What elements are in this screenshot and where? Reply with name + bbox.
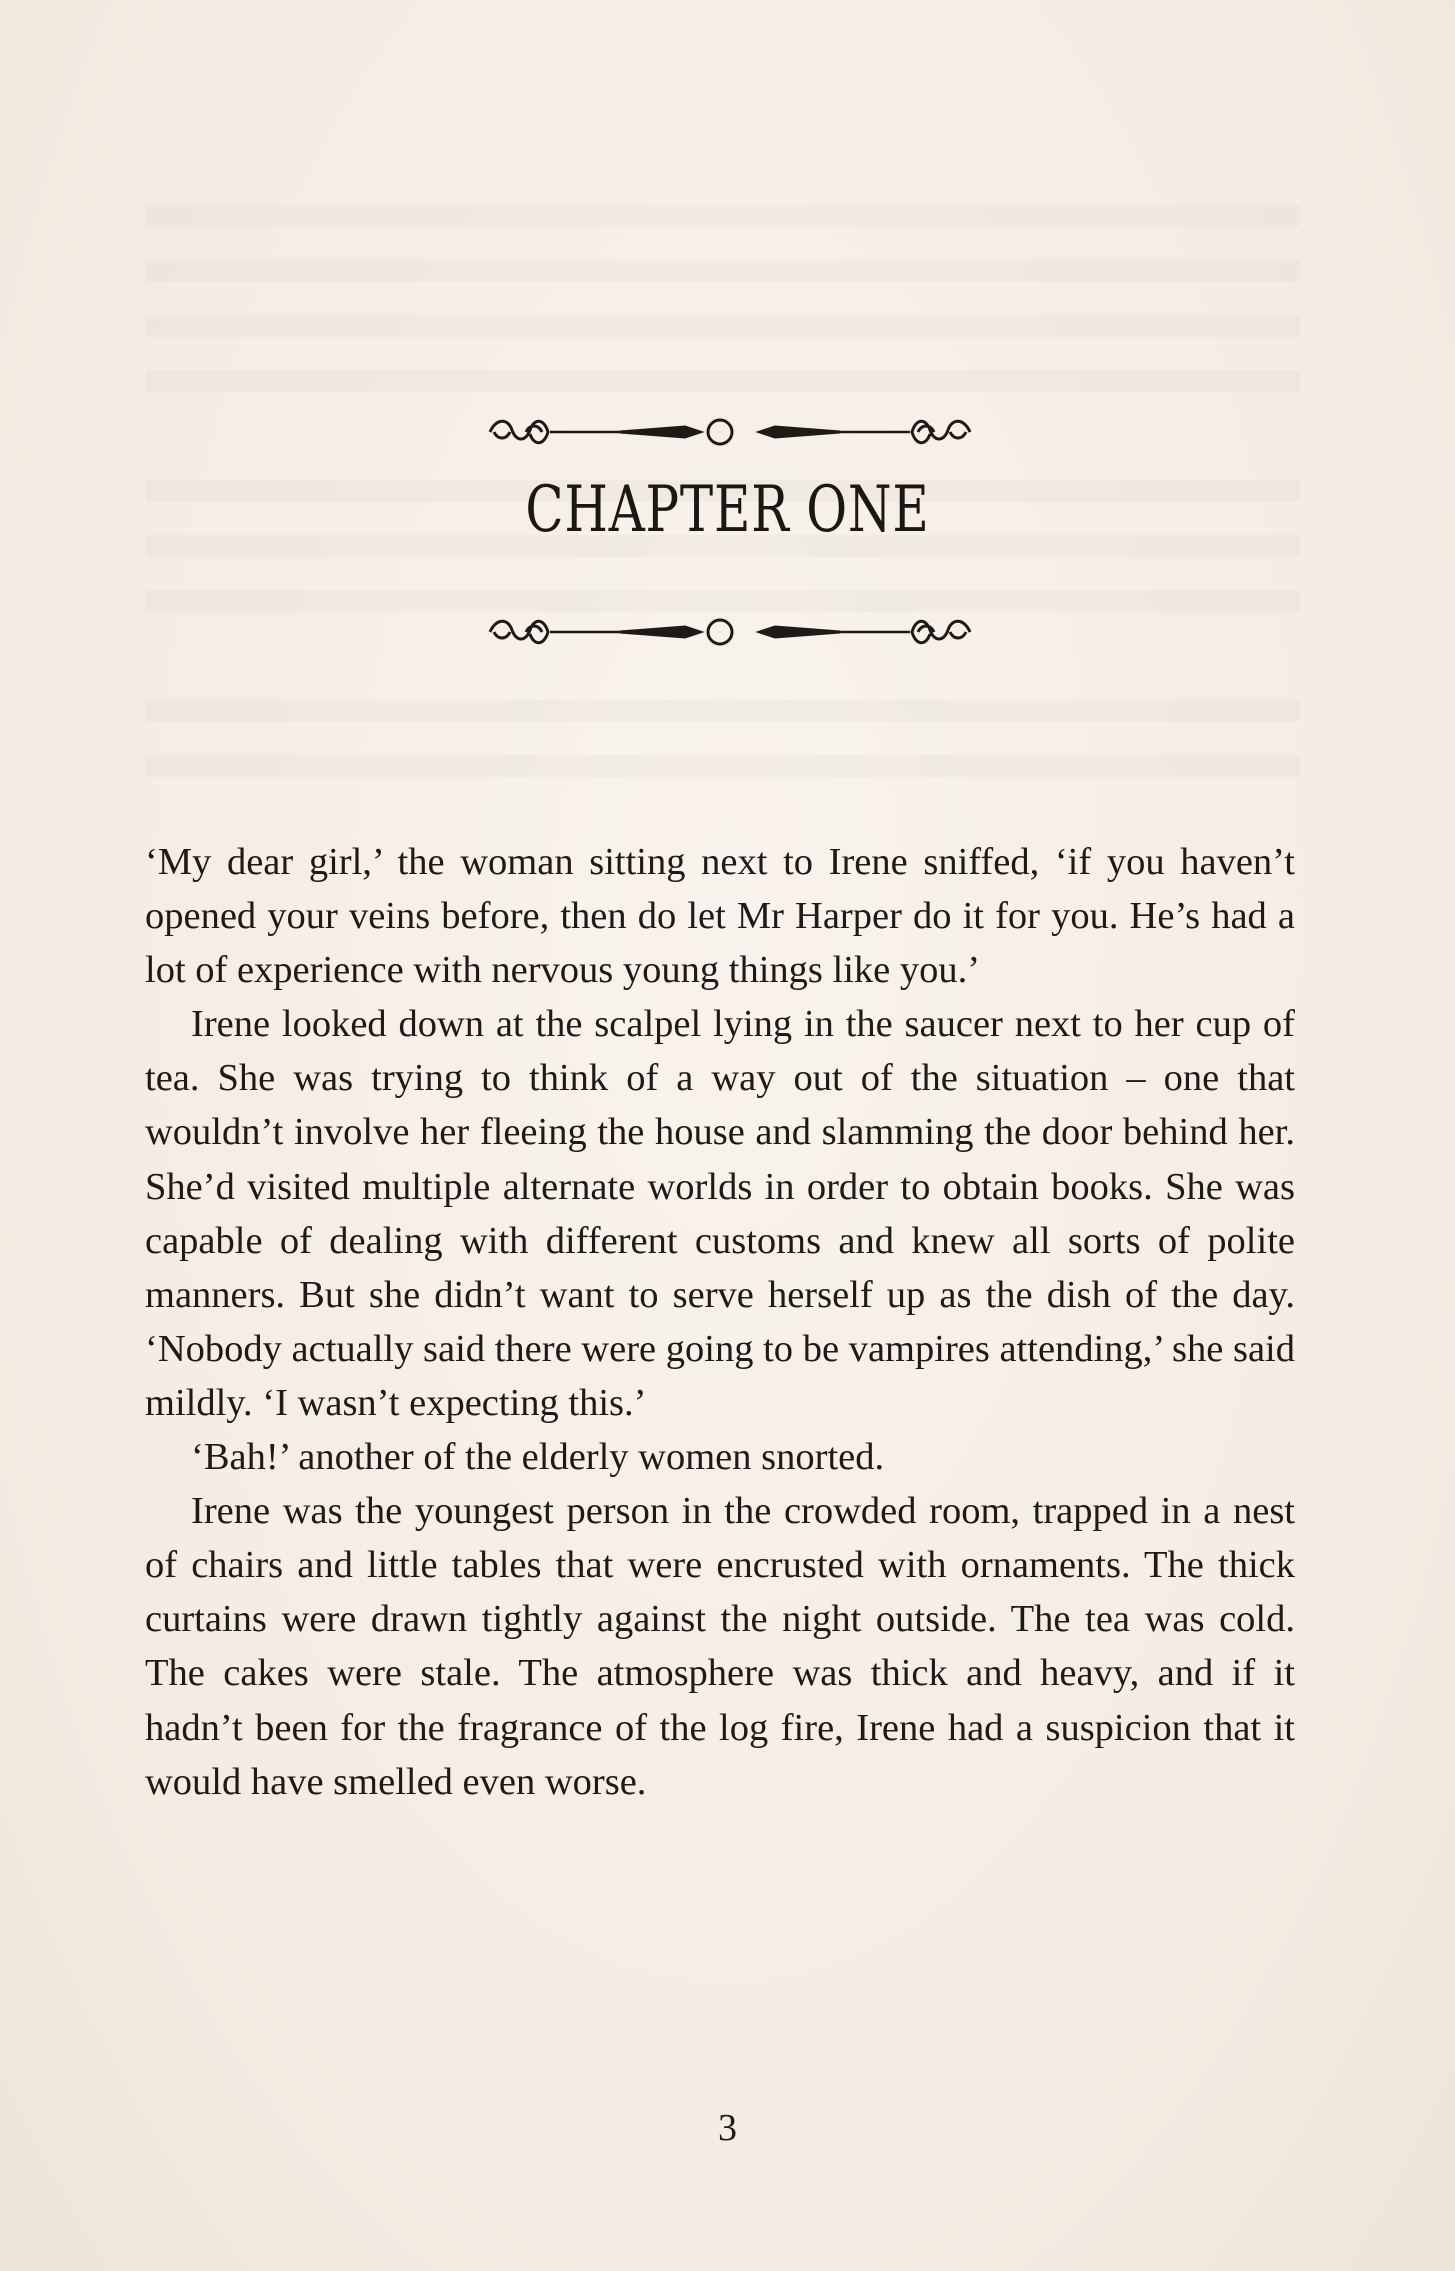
show-through-line	[145, 755, 1300, 777]
paragraph: ‘My dear girl,’ the woman sitting next to Irene sniffed, ‘if you haven’t opened your veins before, then do let Mr Harper do it for you. He’s had a lot of experience with nervous young things like you.’	[145, 841, 1295, 992]
paragraph: Irene was the youngest person in the crowded room, trapped in a nest of chairs and little tables that were encrusted with ornaments. The thick curtains were drawn tightly against the night outside. The tea was cold. The cakes were stale. The atmosphere was thick and heavy, and if it hadn’t been for the fragrance of the log fire, Irene had a suspicion that it would have smelled even worse.	[145, 1490, 1295, 1803]
show-through-line	[145, 370, 1300, 392]
show-through-line	[145, 260, 1300, 282]
paragraph: Irene looked down at the scalpel lying in the saucer next to her cup of tea. She was trying to think of a way out of the situation – one that wouldn’t involve her fleeing the house and slamming the door behind her. She’d visited multiple alternate worlds in order to obtain books. She was capable of dealing with different customs and knew all sorts of polite manners. But she didn’t want to serve herself up as the dish of the day. ‘Nobody actually said there were going to be vampires attending,’ she said mildly. ‘I wasn’t expecting this.’	[145, 1003, 1295, 1424]
ornament-divider-bottom	[480, 610, 980, 654]
paragraph: ‘Bah!’ another of the elderly women snorted.	[191, 1436, 885, 1479]
show-through-line	[145, 205, 1300, 227]
ornament-divider-top	[480, 410, 980, 454]
page-number: 3	[718, 2107, 737, 2149]
show-through-line	[145, 590, 1300, 612]
chapter-title: CHAPTER ONE	[525, 473, 930, 547]
show-through-line	[145, 315, 1300, 337]
show-through-line	[145, 700, 1300, 722]
chapter-body	[145, 835, 1295, 1809]
